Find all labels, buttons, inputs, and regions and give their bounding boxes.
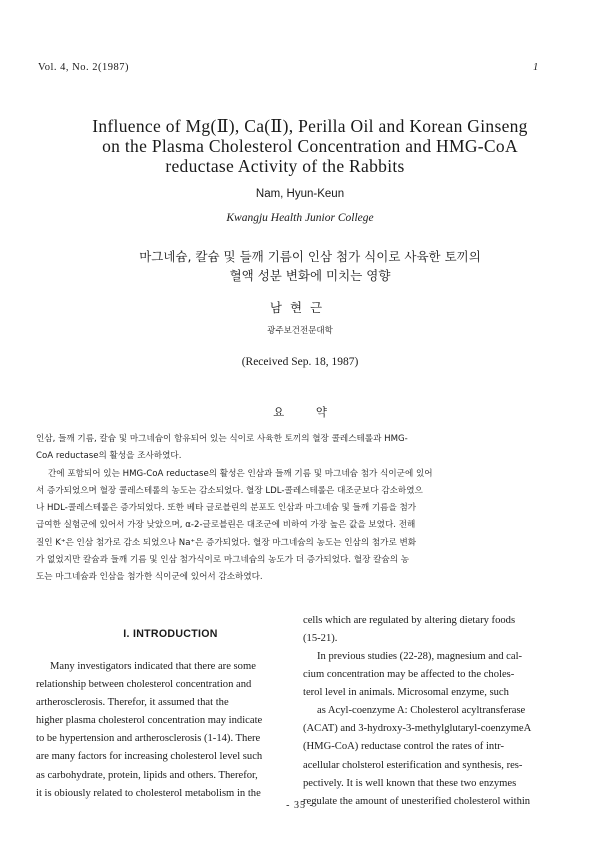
left-column-text — [36, 658, 305, 803]
korean-author-name: 남현근 — [269, 300, 331, 315]
abstract-line: 도는 마그네슘과 인삼을 첨가한 식이군에 있어서 감소하였다. — [36, 572, 263, 583]
title-line: Influence of Mg(Ⅱ), Ca(Ⅱ), Perilla Oil and Korean Ginseng — [92, 116, 528, 136]
body-line: cells which are regulated by altering dietary foods — [303, 615, 516, 626]
abstract-line: 질인 K⁺은 인삼 첨가로 감소 되었으나 Na⁺은 증가되었다. 혈장 마그네슘의 농도는 인삼의 첨가로 변화 — [36, 537, 417, 548]
received-date: (Received Sep. 18, 1987) — [241, 356, 359, 368]
page-number: - 35 - — [286, 800, 314, 811]
abstract-line: CoA reductase의 활성을 조사하였다. — [36, 451, 182, 462]
abstract-line: 가 없었지만 칼슘과 들깨 기름 및 인삼 첨가식이로 마그네슘의 농도가 더 증가되었다. 혈장 칼슘의 농 — [36, 555, 410, 566]
abstract-line: 급여한 실험군에 있어서 가장 낮았으며, α-2-글로블린은 대조군에 비하여 가장 높은 값을 보였다. 전해 — [36, 520, 416, 531]
korean-abstract — [36, 431, 576, 587]
abstract-line: 인삼, 들깨 기름, 칼슘 및 마그네슘이 함유되어 있는 식이로 사육한 토끼의 혈장 콜레스테롤과 HMG- — [36, 434, 408, 444]
body-line: to be hypertension and artherosclerosis (1-14). There — [36, 733, 261, 745]
author-name: Nam, Hyun-Keun — [255, 188, 345, 200]
korean-affiliation: 광주보건전문대학 — [267, 326, 333, 336]
author-affiliation: Kwangju Health Junior College — [226, 212, 374, 224]
right-column-text — [303, 648, 575, 811]
korean-title-line: 혈액 성분 변화에 미치는 영향 — [229, 268, 391, 283]
korean-title — [40, 247, 580, 285]
body-line: terol level in animals. Microsomal enzyme, such — [303, 687, 509, 699]
body-line: In previous studies (22-28), magnesium and cal- — [317, 651, 523, 662]
abstract-heading: 요 약 — [273, 405, 327, 419]
korean-title-line: 마그네슘, 칼슘 및 들깨 기름이 인삼 첨가 식이로 사육한 토끼의 — [139, 249, 481, 264]
abstract-line: 나 HDL-콜레스테롤은 증가되었다. 또한 베타 글로블린의 분포도 인삼과 마그네슘 및 들깨 기름을 첨가 — [36, 503, 417, 514]
body-line: cium concentration may be affected to the choles- — [303, 669, 515, 681]
right-column-top-text — [303, 612, 575, 648]
body-line: as Acyl-coenzyme A: Cholesterol acyltransferase — [317, 705, 526, 717]
body-line: as carbohydrate, protein, lipids and others. Therefor, — [36, 769, 258, 781]
journal-issue: Vol. 4, No. 2(1987) — [38, 62, 129, 73]
body-line: regulate the amount of unesterified cholesterol within — [303, 795, 531, 807]
paper-title — [40, 116, 580, 176]
body-line: acellular cholsterol esterification and synthesis, res- — [303, 759, 523, 771]
body-line: (HMG-CoA) reductase control the rates of intr- — [303, 741, 505, 753]
body-line: pectively. It is well known that these two enzymes — [303, 777, 517, 789]
body-line: Many investigators indicated that there are some — [50, 661, 256, 672]
title-line: reductase Activity of the Rabbits — [165, 156, 405, 176]
abstract-line: 서 증가되었으며 혈장 콜레스테롤의 농도는 감소되었다. 혈장 LDL-콜레스테롤은 대조군보다 감소하였으 — [36, 485, 423, 496]
header-page-number: 1 — [533, 62, 539, 73]
body-line: artherosclerosis. Therefor, it assumed that the — [36, 697, 229, 709]
body-line: are many factors for increasing cholesterol level such — [36, 751, 263, 763]
abstract-line: 간에 포함되어 있는 HMG-CoA reductase의 활성은 인삼과 들깨 기름 및 마그네슘 첨가 식이군에 있어 — [48, 468, 433, 479]
title-line: on the Plasma Cholesterol Concentration and HMG-CoA — [102, 136, 518, 156]
body-line: (ACAT) and 3-hydroxy-3-methylglutaryl-coenzymeA — [303, 723, 532, 735]
body-line: higher plasma cholesterol concentration may indicate — [36, 715, 263, 727]
body-line: (15-21). — [303, 633, 338, 645]
body-line: relationship between cholesterol concentration and — [36, 679, 252, 691]
body-line: it is obiously related to cholesterol metabolism in the — [36, 787, 261, 799]
introduction-heading: I. INTRODUCTION — [123, 628, 218, 640]
